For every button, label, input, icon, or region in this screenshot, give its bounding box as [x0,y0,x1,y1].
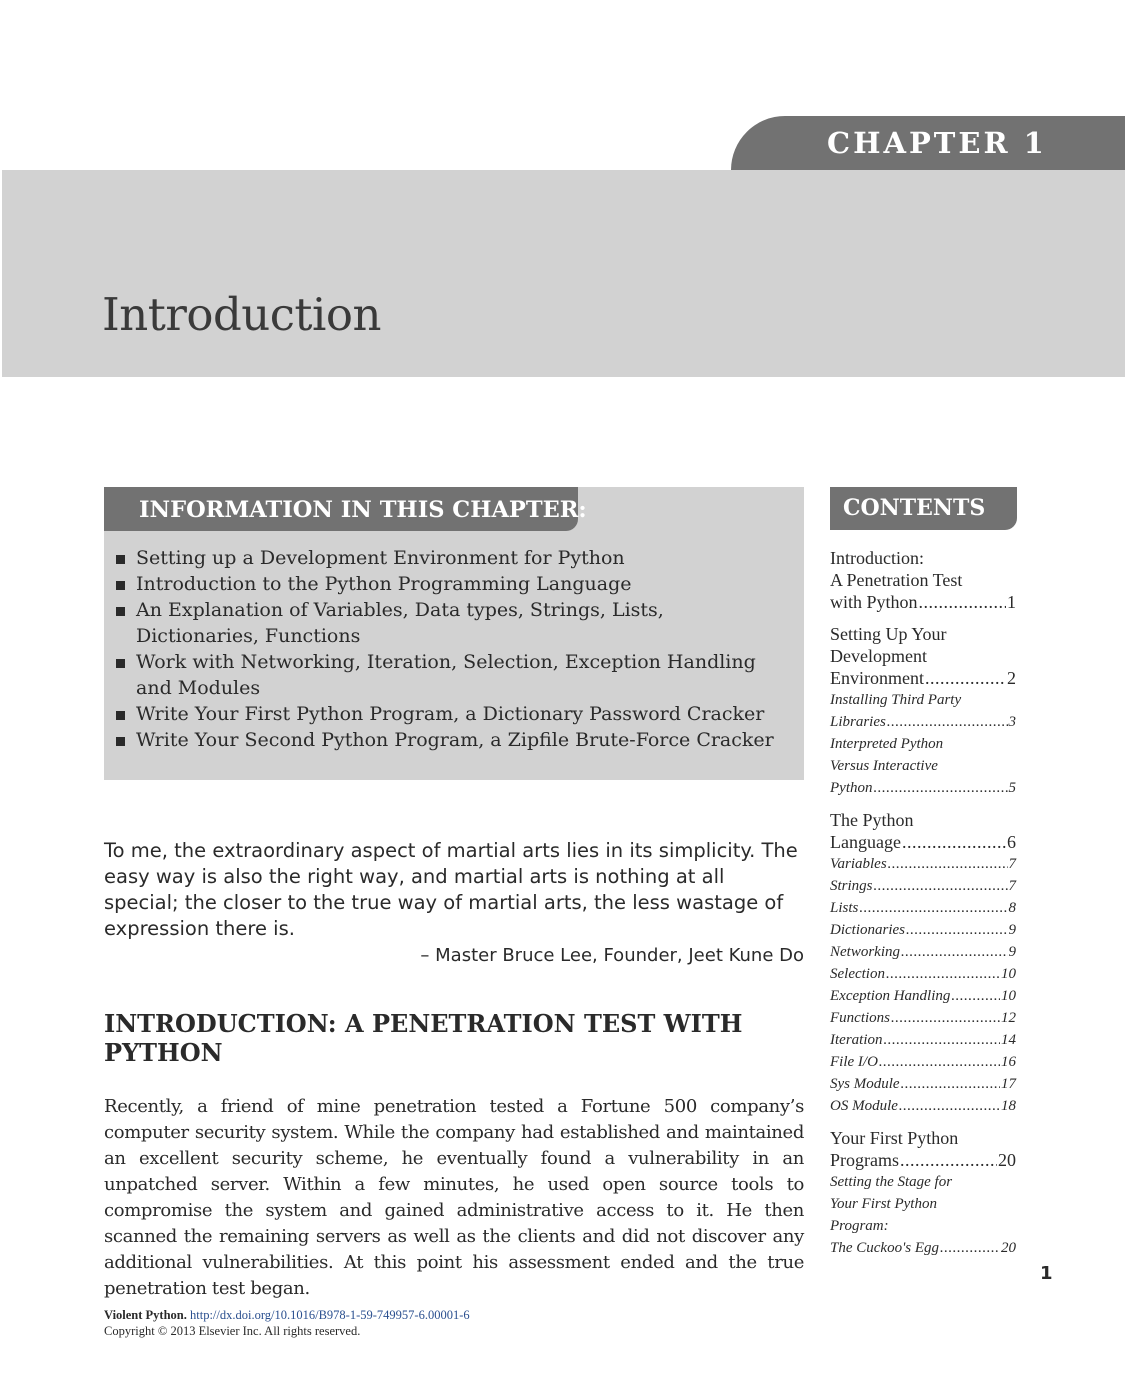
title-band [2,170,1125,377]
toc-entry-text: Interpreted Python [830,736,944,752]
toc-entry-text: The Python [830,810,914,830]
dot-leader [901,941,1008,963]
toc-entry-label: Networking [830,944,900,960]
toc-subentry[interactable] [830,689,1016,733]
toc-entry-text: Versus Interactive [830,758,938,774]
toc-entry-label: Exception Handling [830,988,951,1004]
dot-leader [919,591,1006,613]
dot-leader [899,1095,1000,1117]
toc-subentry[interactable] [830,897,1016,919]
dot-leader [887,711,1008,733]
toc-entry-text: A Penetration Test [830,570,963,590]
toc-page-number: 16 [1001,1054,1016,1070]
epigraph-attribution: – Master Bruce Lee, Founder, Jeet Kune Do [420,945,804,966]
toc-subentry[interactable] [830,941,1016,963]
toc-page-number: 9 [1008,944,1016,960]
dot-leader [940,1237,1000,1259]
page-number: 1 [1040,1263,1053,1284]
toc-entry-text: Installing Third Party [830,692,962,708]
toc-page-number: 12 [1001,1010,1016,1026]
toc-subentry[interactable] [830,1073,1016,1095]
toc-page-number: 10 [1001,966,1016,982]
toc-subentry[interactable] [830,919,1016,941]
toc-page-number: 7 [1008,878,1016,894]
toc-page-number: 17 [1001,1076,1016,1092]
section-heading: INTRODUCTION: A PENETRATION TEST WITH PYTHON [104,1009,743,1067]
contents-heading: CONTENTS [830,487,1017,530]
toc-entry-label: Dictionaries [830,922,905,938]
dot-leader [874,777,1008,799]
toc-page-number: 10 [1001,988,1016,1004]
toc-subentry[interactable] [830,875,1016,897]
dot-leader [900,1149,997,1171]
body-paragraph: Recently, a friend of mine penetration tested a Fortune 500 company’s computer security system. While the company had established and maintained an excellent security scheme, he eventually found a vulnerability in an unpatched server. Within a few minutes, he used open source tools to compromise the system and gained administrative access to it. He then scanned the remaining servers as well as the clients and did not discover any additional vulnerabilities. At this point his assessment ended and the true penetration test began. [104,1096,804,1299]
list-item-text: Introduction to the Python Programming Language [136,573,632,595]
toc-entry-label: Iteration [830,1032,883,1048]
chapter-title: Introduction [102,288,381,341]
list-item-text: Work with Networking, Iteration, Selection, Exception Handling and Modules [136,651,756,699]
toc-entry-label: The Cuckoo's Egg [830,1240,940,1256]
bullet-icon [116,659,125,668]
epigraph-quote: To me, the extraordinary aspect of martial arts lies in its simplicity. The easy way is also the right way, and martial arts is nothing at all special; the closer to the true way of martial arts, the less wastage of expression there is. [104,839,798,940]
dot-leader [901,1073,1000,1095]
toc-page-number: 2 [1007,668,1016,688]
toc-group [830,623,1016,799]
list-item-text: Write Your First Python Program, a Dictionary Password Cracker [136,703,765,725]
toc-page-number: 6 [1007,832,1016,852]
toc-entry-label: Lists [830,900,859,916]
toc-entry-label: Libraries [830,714,886,730]
bullet-icon [116,737,125,746]
dot-leader [902,831,1006,853]
toc-subentry[interactable] [830,853,1016,875]
toc-group [830,547,1016,613]
toc-entry-text: Setting the Stage for [830,1174,953,1190]
toc-entry-label: Strings [830,878,873,894]
toc-page-number: 20 [998,1150,1016,1170]
list-item [116,597,776,649]
table-of-contents [830,547,1016,1269]
dot-leader [891,1007,1000,1029]
footer [104,1307,704,1339]
toc-subentry[interactable] [830,1007,1016,1029]
toc-entry[interactable] [830,547,1016,613]
bullet-icon [116,581,125,590]
toc-subentry[interactable] [830,1171,1016,1259]
toc-entry[interactable] [830,623,1016,689]
toc-subentry[interactable] [830,1051,1016,1073]
info-list [116,545,776,753]
bullet-icon [116,555,125,564]
toc-entry-text: Program: [830,1218,889,1234]
toc-page-number: 3 [1008,714,1016,730]
list-item-text: An Explanation of Variables, Data types, Strings, Lists, Dictionaries, Functions [136,599,664,647]
toc-page-number: 9 [1008,922,1016,938]
dot-leader [886,963,1000,985]
toc-entry-label: OS Module [830,1098,898,1114]
toc-page-number: 8 [1008,900,1016,916]
toc-entry-text: Your First Python [830,1196,937,1212]
toc-group [830,1127,1016,1259]
dot-leader [879,1051,1000,1073]
toc-entry[interactable] [830,1127,1016,1171]
list-item [116,727,776,753]
footer-copyright: Copyright © 2013 Elsevier Inc. All rights reserved. [104,1324,361,1338]
toc-entry-label: Sys Module [830,1076,900,1092]
toc-entry-label: Selection [830,966,885,982]
list-item [116,571,776,597]
info-box-heading: INFORMATION IN THIS CHAPTER: [104,487,578,531]
toc-subentry[interactable] [830,985,1016,1007]
toc-entry-text: Introduction: [830,548,924,568]
dot-leader [906,919,1008,941]
dot-leader [925,667,1006,689]
toc-entry-text: Your First Python [830,1128,959,1148]
toc-entry[interactable] [830,809,1016,853]
toc-subentry[interactable] [830,1029,1016,1051]
toc-group [830,809,1016,1117]
toc-entry-label: Environment [830,668,924,688]
bullet-icon [116,607,125,616]
toc-subentry[interactable] [830,963,1016,985]
toc-entry-label: with Python [830,592,918,612]
dot-leader [884,1029,1001,1051]
toc-subentry[interactable] [830,733,1016,799]
chapter-label: CHAPTER 1 [731,116,1125,170]
list-item [116,701,776,727]
info-box [104,487,804,780]
dot-leader [951,985,1000,1007]
toc-page-number: 14 [1001,1032,1016,1048]
toc-entry-text: Development [830,646,927,666]
toc-entry-label: Programs [830,1150,899,1170]
list-item [116,545,776,571]
list-item-text: Write Your Second Python Program, a Zipfile Brute-Force Cracker [136,729,774,751]
footer-book-title: Violent Python. [104,1308,187,1322]
dot-leader [859,897,1007,919]
toc-page-number: 5 [1008,780,1016,796]
dot-leader [888,853,1008,875]
toc-page-number: 18 [1001,1098,1016,1114]
toc-entry-label: Language [830,832,901,852]
dot-leader [874,875,1008,897]
toc-entry-label: File I/O [830,1054,878,1070]
toc-entry-label: Python [830,780,873,796]
toc-entry-label: Functions [830,1010,890,1026]
bullet-icon [116,711,125,720]
toc-entry-text: Setting Up Your [830,624,947,644]
toc-page-number: 1 [1007,592,1016,612]
list-item [116,649,776,701]
toc-page-number: 7 [1008,856,1016,872]
toc-subentry[interactable] [830,1095,1016,1117]
toc-page-number: 20 [1001,1240,1016,1256]
doi-link[interactable]: http://dx.doi.org/10.1016/B978-1-59-749957-6.00001-6 [190,1308,470,1322]
list-item-text: Setting up a Development Environment for Python [136,547,625,569]
toc-entry-label: Variables [830,856,887,872]
